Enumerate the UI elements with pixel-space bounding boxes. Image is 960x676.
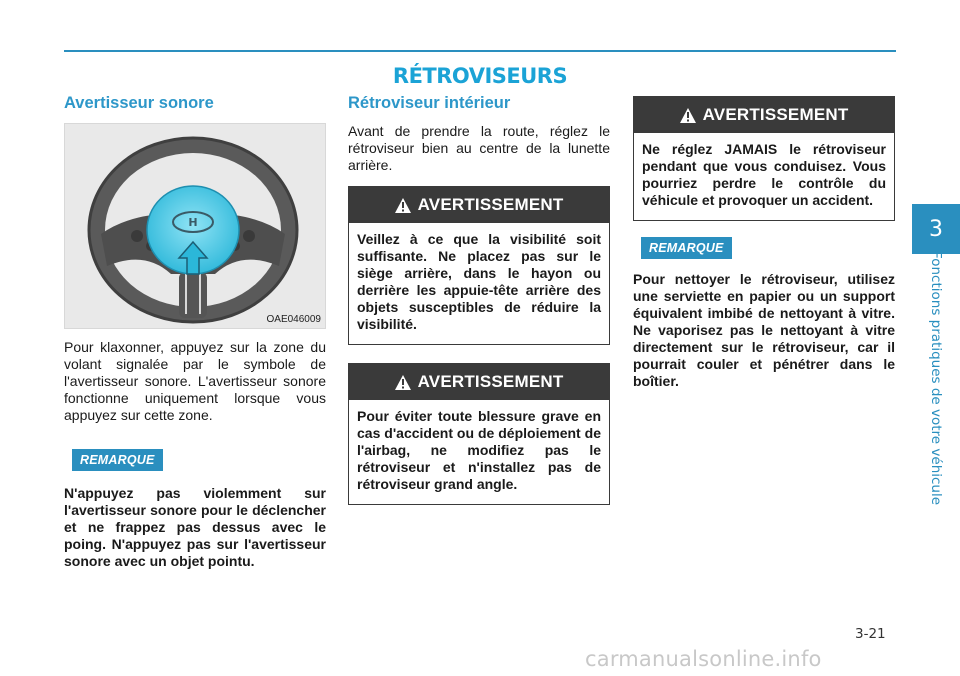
horn-paragraph: Pour klaxonner, appuyez sur la zone du volant signalée par le symbole de l'avertisseur sonore. L'avertisseur sonore fonctionne uniquement lorsque vous appuyez sur cette zone.	[64, 339, 326, 423]
warning-title: AVERTISSEMENT	[702, 105, 849, 124]
warning-box-driving	[633, 96, 895, 221]
svg-text:H: H	[188, 216, 198, 229]
warning-header	[349, 364, 609, 400]
top-rule	[64, 50, 896, 52]
steering-wheel-icon	[65, 124, 326, 329]
warning-title: AVERTISSEMENT	[417, 195, 564, 214]
image-code: OAE046009	[266, 314, 321, 325]
horn-heading: Avertisseur sonore	[64, 94, 214, 112]
chapter-tab: 3	[912, 204, 960, 254]
mirror-heading: Rétroviseur intérieur	[348, 94, 511, 112]
remarque-badge-wrap	[633, 237, 895, 259]
column-horn	[64, 92, 326, 570]
chapter-label: Fonctions pratiques de votre véhicule	[928, 250, 944, 506]
warning-box-visibility	[348, 186, 610, 345]
warning-triangle-icon	[395, 198, 411, 213]
warning-title: AVERTISSEMENT	[417, 372, 564, 391]
column-mirror-continued	[633, 92, 895, 390]
warning-text: Veillez à ce que la visibilité soit suffisante. Ne placez pas sur le siège arrière, dans le hayon ou derrière les appuie-tête arrière des objets susceptibles de réduire la visibilité.	[357, 231, 601, 332]
mirror-remarque-text: Pour nettoyer le rétroviseur, utilisez une serviette en papier ou un support équivalent imbibé de nettoyant à vitre. Ne vaporisez pas le nettoyant à vitre directement sur le rétroviseur, car il pourrait couler et pénétrer dans le boîtier.	[633, 271, 895, 389]
horn-remarque-text: N'appuyez pas violemment sur l'avertisseur sonore pour le déclencher et ne frappez pas dessus avec le poing. N'appuyez pas sur l'avertisseur sonore avec un objet pointu.	[64, 485, 326, 569]
steering-wheel-illustration	[64, 123, 326, 329]
warning-header	[634, 97, 894, 133]
warning-text: Ne réglez JAMAIS le rétroviseur pendant que vous conduisez. Vous pourriez perdre le contrôle du véhicule et provoquer un accident.	[642, 141, 886, 208]
page-number: 3-21	[855, 626, 886, 642]
warning-triangle-icon	[680, 108, 696, 123]
watermark: carmanualsonline.info	[585, 647, 822, 671]
warning-box-airbag	[348, 363, 610, 505]
warning-triangle-icon	[395, 375, 411, 390]
remarque-badge: REMARQUE	[72, 449, 163, 471]
warning-text: Pour éviter toute blessure grave en cas d'accident ou de déploiement de l'airbag, ne modifiez pas le rétroviseur et n'installez pas de rétroviseur grand angle.	[357, 408, 601, 492]
mirror-paragraph: Avant de prendre la route, réglez le rétroviseur bien au centre de la lunette arrière.	[348, 123, 610, 173]
warning-header	[349, 187, 609, 223]
section-title: RÉTROVISEURS	[392, 64, 568, 88]
remarque-badge-wrap	[64, 449, 326, 471]
remarque-badge: REMARQUE	[641, 237, 732, 259]
column-mirror	[348, 92, 610, 505]
